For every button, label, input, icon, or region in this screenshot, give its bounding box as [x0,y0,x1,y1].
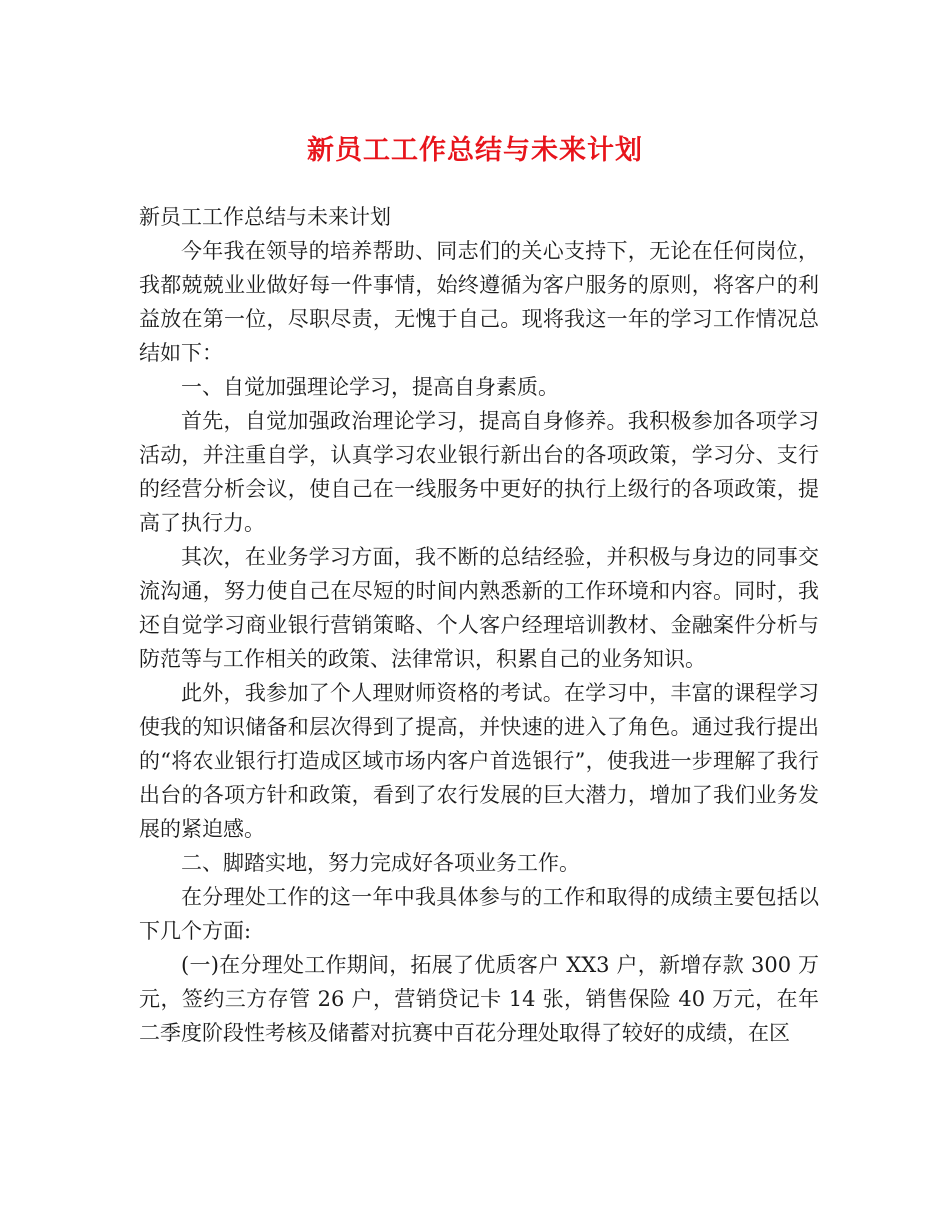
paragraph: 今年我在领导的培养帮助、同志们的关心支持下，无论在任何岗位，我都兢兢业业做好每一件事情，始终遵循为客户服务的原则，将客户的利益放在第一位，尽职尽责，无愧于自己。现将我这一年的学习工作情况总结如下： [139,239,819,365]
document-body [139,200,819,1050]
section-heading: 二、脚踏实地，努力完成好各项业务工作。 [181,851,580,875]
paragraph: 其次，在业务学习方面，我不断的总结经验，并积极与身边的同事交流沟通，努力使自己在尽短的时间内熟悉新的工作环境和内容。同时，我还自觉学习商业银行营销策略、个人客户经理培训教材、金融案件分析与防范等与工作相关的政策、法律常识，积累自己的业务知识。 [139,545,819,671]
paragraph: 此外，我参加了个人理财师资格的考试。在学习中，丰富的课程学习使我的知识储备和层次得到了提高，并快速的进入了角色。通过我行提出的“将农业银行打造成区域市场内客户首选银行”，使我进一步理解了我行出台的各项方针和政策，看到了农行发展的巨大潜力，增加了我们业务发展的紧迫感。 [139,681,819,841]
paragraph: 在分理处工作的这一年中我具体参与的工作和取得的成绩主要包括以下几个方面: [139,885,819,943]
paragraph: (一)在分理处工作期间，拓展了优质客户 XX3 户，新增存款 300 万元，签约三方存管 26 户，营销贷记卡 14 张，销售保险 40 万元，在年二季度阶段性考核及储蓄对抗赛中百花分理处取得了较好的成绩，在区 [139,953,819,1045]
section-heading: 一、自觉加强理论学习，提高自身素质。 [181,375,559,399]
paragraph: 新员工工作总结与未来计划 [139,205,391,229]
paragraph: 首先，自觉加强政治理论学习，提高自身修养。我积极参加各项学习活动，并注重自学，认真学习农业银行新出台的各项政策，学习分、支行的经营分析会议，使自己在一线服务中更好的执行上级行的各项政策，提高了执行力。 [139,409,819,535]
document-title: 新员工工作总结与未来计划 [307,135,643,166]
